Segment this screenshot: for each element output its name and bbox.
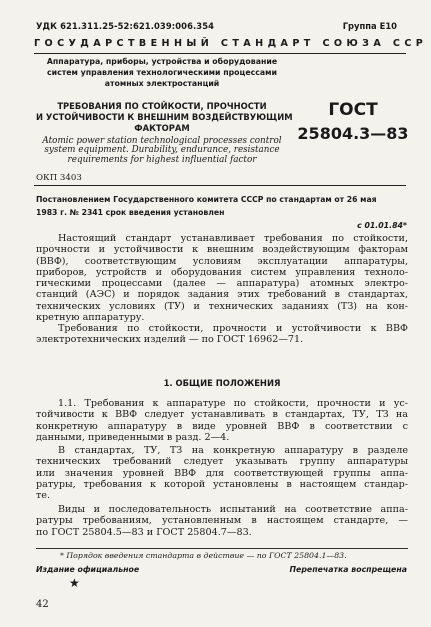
text-line: (ВВФ), соответствующим условиям эксплуатации аппаратуры, [36,255,408,267]
gost-label: ГОСТ [328,100,378,120]
text-line: Настоящий стандарт устанавливает требования по стойкости, [58,233,408,244]
category-line: атомных электростанций [104,79,220,88]
text-line: станций (АЭС) и порядок задания этих требований в стандартах, [36,289,408,301]
decree-block [36,193,408,219]
text-line: конкретную аппаратуру в виде уровней ВВФ в соответствии с [36,420,408,432]
decree-line: 1983 г. № 2341 срок введения установлен [36,208,225,217]
star-icon: ★ [69,576,80,590]
footnote-rule [36,548,408,549]
category-line: Аппаратура, приборы, устройства и оборудование [46,57,278,66]
header-rule [34,53,406,54]
footnote: * Порядок введения стандарта в действие — по ГОСТ 25804.1—83. [60,551,347,560]
text-line: или значения уровней ВВФ для соответствующей группы аппа- [36,467,408,479]
text-line: приборов, устройств и оборудования систем управления техноло- [36,266,408,278]
udk-code: УДК 621.311.25-52:621.039:006.354 [36,21,215,31]
page-number: 42 [36,599,49,610]
text-line: 1.1. Требования к аппаратуре по стойкости, прочности и ус- [58,398,408,409]
text-line: технических условиях (ТУ) и технических заданиях (ТЗ) на кон- [36,300,408,312]
text-line: ратуры требованиям, установленным в настоящем стандарте, — [36,515,408,527]
text-line: Виды и последовательность испытаний на соответствие аппа- [58,504,408,515]
effective-date: с 01.01.84* [357,221,407,230]
gost-number: 25804.3—83 [297,124,409,143]
category-line: систем управления технологическими процессами [47,68,277,77]
okp-code: ОКП 3403 [36,173,82,183]
decree-line: Постановлением Государственного комитета СССР по стандартам от 26 мая [36,195,377,204]
text-line: технических требований следует указывать группу аппаратуры [36,456,408,468]
english-line: Atomic power station technological processes control [42,136,282,146]
clause-1-1-cont [36,445,408,501]
standard-title [36,101,293,134]
text-line: гическими процессами (далее — аппаратура) атомных электро- [36,278,408,289]
english-line: system equipment. Durability, endurance, resistance [44,145,280,156]
group-code: Группа Е10 [342,21,397,31]
reprint-prohibited-label: Перепечатка воспрещена [289,565,407,574]
category-block [36,56,288,89]
clause-tests [36,504,408,538]
text-line: кретную аппаратуру. [36,311,145,323]
text-line: Требования по стойкости, прочности и устойчивости к ВВФ [58,323,408,334]
text-line: электротехнических изделий — по ГОСТ 16962—71. [36,334,304,346]
text-line: те. [36,490,51,501]
text-line: тойчивости к ВВФ следует устанавливать в стандартах, ТУ, ТЗ на [36,409,408,421]
intro-paragraph [36,233,408,346]
text-line: данными, приведенными в разд. 2—4. [36,431,230,443]
english-title [40,137,284,165]
okp-rule [34,185,406,186]
title-line: И УСТОЙЧИВОСТИ К ВНЕШНИМ ВОЗДЕЙСТВУЮЩИМ [36,112,293,122]
section-title: 1. ОБЩИЕ ПОЛОЖЕНИЯ [163,378,281,388]
clause-1-1 [36,398,408,443]
official-edition-label: Издание официальное [36,565,140,574]
english-line: requirements for highest influential factor [67,154,257,165]
text-line: по ГОСТ 25804.5—83 и ГОСТ 25804.7—83. [36,526,252,538]
standard-banner: ГОСУДАРСТВЕННЫЙ СТАНДАРТ СОЮЗА ССР [34,38,428,49]
title-line: ТРЕБОВАНИЯ ПО СТОЙКОСТИ, ПРОЧНОСТИ [57,101,267,111]
title-line: ФАКТОРАМ [134,123,190,133]
text-line: ратуры, требования к которой установлены в настоящем стандар- [36,478,408,490]
text-line: прочности и устойчивости к внешним воздействующим факторам [36,244,408,256]
text-line: В стандартах, ТУ, ТЗ на конкретную аппаратуру в разделе [58,445,408,456]
